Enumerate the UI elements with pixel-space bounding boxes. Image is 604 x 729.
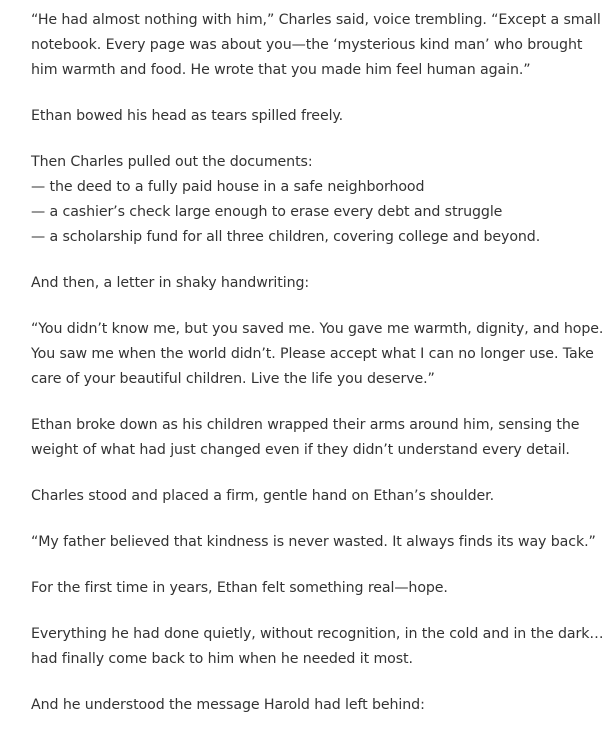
text-line: “You didn’t know me, but you saved me. You gave me warmth, dignity, and hope. [31,321,604,337]
text-line: “He had almost nothing with him,” Charles said, voice trembling. “Except a small [31,12,601,28]
paragraph-message [31,693,591,718]
paragraph-charles-stood [31,484,591,509]
paragraph-hope [31,576,591,601]
list-item: — a scholarship fund for all three children, covering college and beyond. [31,229,541,245]
text-line: Then Charles pulled out the documents: [31,154,313,170]
list-item: — the deed to a fully paid house in a safe neighborhood [31,179,425,195]
text-line: You saw me when the world didn’t. Please accept what I can no longer use. Take [31,346,594,362]
text-line: “My father believed that kindness is never wasted. It always finds its way back.” [31,534,596,550]
text-line: care of your beautiful children. Live the life you deserve.” [31,371,435,387]
text-line: And then, a letter in shaky handwriting: [31,275,310,291]
paragraph-notebook [31,8,601,83]
text-line: And he understood the message Harold had left behind: [31,697,425,713]
paragraph-documents [31,150,591,250]
text-line: For the first time in years, Ethan felt something real—hope. [31,580,448,596]
paragraph-father-quote [31,530,596,555]
paragraph-letter-intro [31,271,591,296]
text-line: Everything he had done quietly, without recognition, in the cold and in the dark… [31,626,604,642]
paragraph-ethan-bowed [31,104,591,129]
list-item: — a cashier’s check large enough to erase every debt and struggle [31,204,503,220]
text-line: notebook. Every page was about you—the ‘mysterious kind man’ who brought [31,37,583,53]
text-line: had finally come back to him when he needed it most. [31,651,413,667]
paragraph-letter-quote [31,317,604,392]
text-line: Ethan bowed his head as tears spilled freely. [31,108,344,124]
text-line: Charles stood and placed a firm, gentle hand on Ethan’s shoulder. [31,488,495,504]
paragraph-everything [31,622,604,672]
text-line: him warmth and food. He wrote that you made him feel human again.” [31,62,531,78]
paragraph-ethan-broke-down [31,413,591,463]
text-line: Ethan broke down as his children wrapped their arms around him, sensing the [31,417,580,433]
text-line: weight of what had just changed even if they didn’t understand every detail. [31,442,570,458]
